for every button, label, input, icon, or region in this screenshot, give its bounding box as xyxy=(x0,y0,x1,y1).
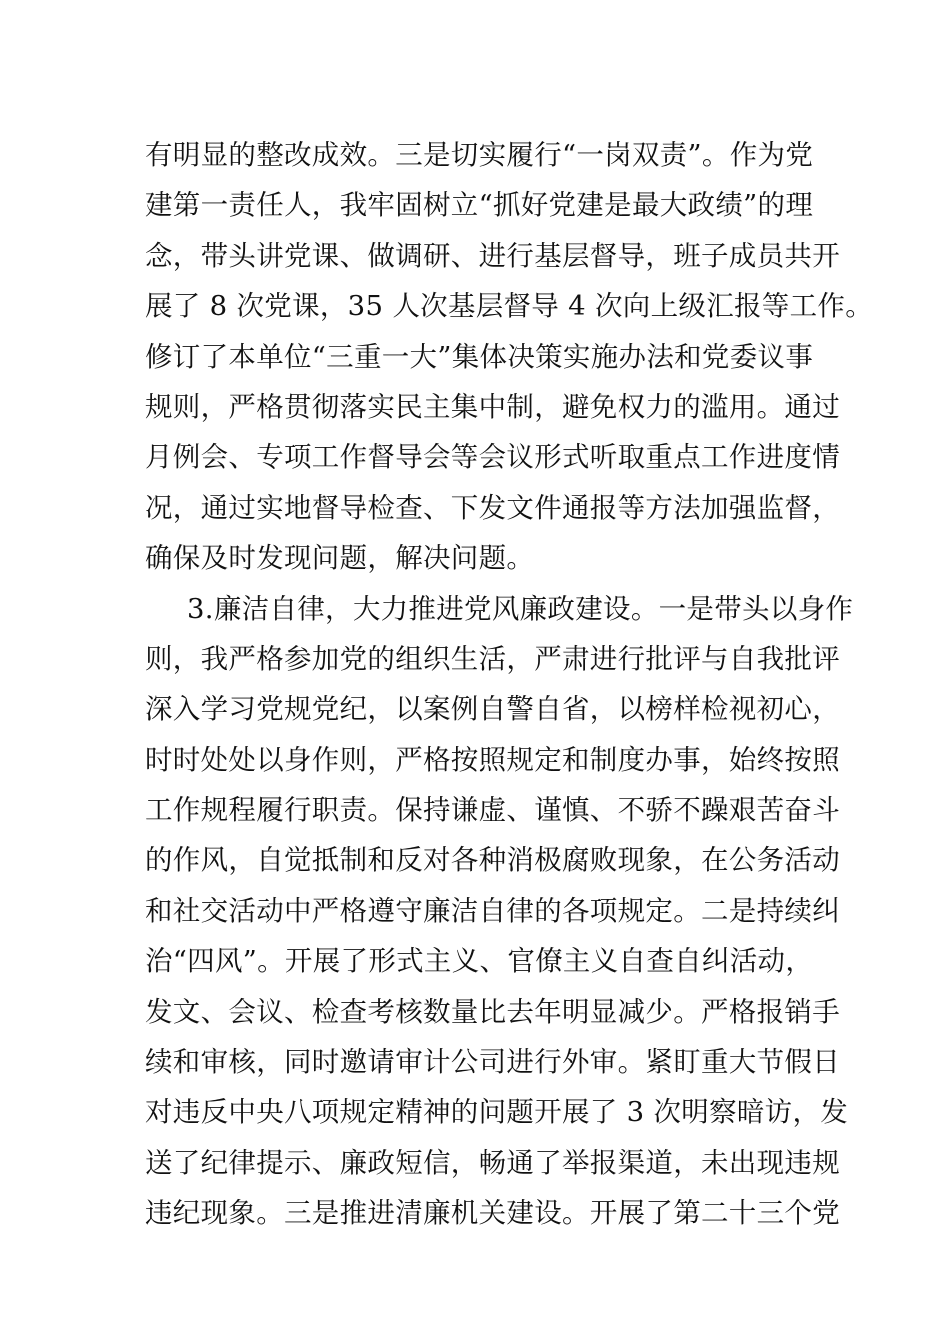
text-line: 月例会、专项工作督导会等会议形式听取重点工作进度情 xyxy=(145,441,840,474)
text-line: 送了纪律提示、廉政短信，畅通了举报渠道，未出现违规 xyxy=(145,1146,840,1179)
section-heading-line: 3.廉洁自律，大力推进党风廉政建设。一是带头以身作 xyxy=(187,592,854,625)
text-line: 和社交活动中严格遵守廉洁自律的各项规定。二是持续纠 xyxy=(145,894,840,927)
text-line: 时时处处以身作则，严格按照规定和制度办事，始终按照 xyxy=(145,743,840,776)
text-line: 工作规程履行职责。保持谦虚、谨慎、不骄不躁艰苦奋斗 xyxy=(145,794,840,827)
text-line: 规则，严格贯彻落实民主集中制，避免权力的滥用。通过 xyxy=(145,390,840,423)
paragraph-end-line: 确保及时发现问题，解决问题。 xyxy=(145,542,535,575)
text-line: 则，我严格参加党的组织生活，严肃进行批评与自我批评 xyxy=(145,642,840,675)
text-line: 修订了本单位“三重一大”集体决策实施办法和党委议事 xyxy=(145,340,814,373)
text-line: 念，带头讲党课、做调研、进行基层督导，班子成员共开 xyxy=(145,239,840,272)
text-line: 治“四风”。开展了形式主义、官僚主义自查自纠活动， xyxy=(145,945,814,978)
text-line: 况，通过实地督导检查、下发文件通报等方法加强监督， xyxy=(145,491,840,524)
text-line: 深入学习党规党纪，以案例自警自省，以榜样检视初心， xyxy=(145,693,840,726)
body-text xyxy=(145,130,873,1239)
text-line: 对违反中央八项规定精神的问题开展了 3 次明察暗访，发 xyxy=(145,1096,849,1129)
text-line: 的作风，自觉抵制和反对各种消极腐败现象，在公务活动 xyxy=(145,844,840,877)
text-line: 续和审核，同时邀请审计公司进行外审。紧盯重大节假日 xyxy=(145,1046,840,1079)
text-line: 展了 8 次党课，35 人次基层督导 4 次向上级汇报等工作。 xyxy=(145,290,873,323)
text-line: 违纪现象。三是推进清廉机关建设。开展了第二十三个党 xyxy=(145,1197,840,1230)
text-line: 建第一责任人，我牢固树立“抓好党建是最大政绩”的理 xyxy=(145,189,814,222)
text-line: 有明显的整改成效。三是切实履行“一岗双责”。作为党 xyxy=(145,139,814,171)
text-line: 发文、会议、检查考核数量比去年明显减少。严格报销手 xyxy=(145,995,840,1028)
